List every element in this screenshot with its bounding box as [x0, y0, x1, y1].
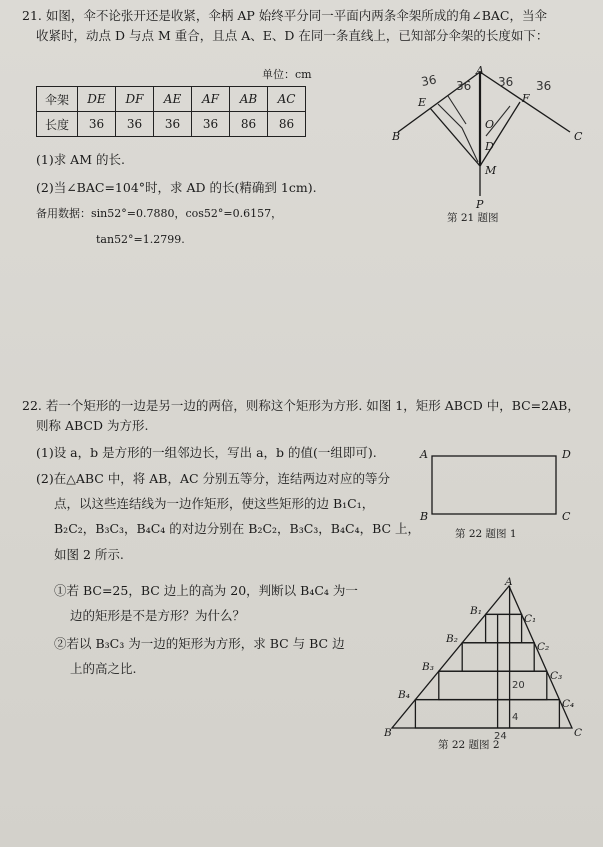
table-col-header: AB: [230, 87, 268, 112]
fig21-label-P: P: [476, 198, 484, 211]
table-col-header: AC: [268, 87, 306, 112]
q22-part1: (1)设 a，b 是方形的一组邻边长，写出 a，b 的值(一组即可).: [36, 445, 377, 460]
q22-part2-line: B₂C₂，B₃C₃，B₄C₄ 的对边分别在 B₂C₂，B₃C₃，B₄C₄，BC 上，: [54, 521, 421, 536]
fig21-label-B: B: [392, 130, 401, 143]
fig21-handwriting: 36: [498, 75, 514, 89]
fig22-2-label-C4: C₄: [562, 698, 575, 710]
q22-part2-line: (2)在△ABC 中，将 AB，AC 分别五等分，连结两边对应的等分: [36, 471, 391, 486]
q21-part1: (1)求 AM 的长.: [36, 152, 125, 167]
table-cell: 36: [192, 112, 230, 137]
table-row: [37, 87, 306, 112]
fig22-2-label-C: C: [574, 727, 583, 739]
table-col-header: AF: [192, 87, 230, 112]
fig21-handwriting: 36: [536, 79, 552, 93]
table-col-header: DE: [78, 87, 116, 112]
fig21-handwriting: 36: [420, 72, 438, 89]
table-cell: 86: [230, 112, 268, 137]
fig22-1-label-C: C: [562, 510, 571, 523]
q21-reference-data-2: tan52°=1.2799.: [96, 233, 185, 246]
fig21-label-C: C: [574, 130, 583, 143]
fig22-2-label-B1: B₁: [470, 605, 482, 617]
q22-part2-line: 点，以这些连结线为一边作矩形，使这些矩形的边 B₁C₁，: [54, 496, 375, 511]
fig22-1-label-A: A: [420, 448, 428, 461]
fig22-2-label-B3: B₃: [422, 661, 434, 673]
q22-figure2-caption: 第 22 题图 2: [438, 739, 500, 751]
table-cell: 36: [78, 112, 116, 137]
q22-sub2-line: ②若以 B₃C₃ 为一边的矩形为方形，求 BC 与 BC 边: [54, 636, 345, 651]
fig22-2-handwriting: 20: [512, 680, 525, 691]
q21-umbrella-figure: [390, 66, 590, 216]
q22-sub2-line: 上的高之比.: [70, 661, 137, 676]
fig21-label-O: O: [485, 118, 495, 131]
fig22-2-label-B2: B₂: [446, 633, 458, 645]
fig22-2-handwriting: 4: [512, 712, 519, 723]
q22-figure1: [420, 446, 580, 526]
fig21-label-E: E: [418, 96, 427, 109]
fig21-handwriting: 36: [456, 79, 472, 93]
table-col-header: AE: [154, 87, 192, 112]
table-col-header: DF: [116, 87, 154, 112]
q22-figure1-caption: 第 22 题图 1: [455, 528, 517, 540]
q22-sub1-line: 边的矩形是不是方形？为什么？: [70, 608, 246, 623]
fig22-2-label-A: A: [505, 576, 513, 588]
fig21-label-A: A: [476, 64, 484, 77]
table-row: [37, 112, 306, 137]
fig22-2-label-C1: C₁: [524, 613, 537, 625]
q21-figure-caption: 第 21 题图: [447, 212, 499, 224]
q22-line2: 则称 ABCD 为方形.: [36, 418, 149, 433]
fig22-1-label-B: B: [420, 510, 429, 523]
fig21-label-M: M: [485, 164, 497, 177]
fig21-label-F: F: [522, 92, 530, 105]
fig22-2-label-C3: C₃: [550, 670, 563, 682]
q22-figure2: [384, 576, 584, 740]
fig22-2-handwriting: 24: [494, 731, 507, 742]
table-row-label: 长度: [37, 112, 78, 137]
table-cell: 86: [268, 112, 306, 137]
fig21-label-D: D: [485, 140, 494, 153]
fig22-1-label-D: D: [562, 448, 571, 461]
q21-reference-data-1: 备用数据：sin52°=0.7880，cos52°=0.6157，: [36, 207, 283, 220]
q21-line2: 收紧时，动点 D 与点 M 重合，且点 A、E、D 在同一条直线上，已知部分伞架的长度如下：: [36, 28, 549, 43]
table-header-label: 伞架: [37, 87, 78, 112]
q21-length-table: [36, 86, 306, 137]
q22-sub1-line: ①若 BC=25，BC 边上的高为 20，判断以 B₄C₄ 为一: [54, 583, 358, 598]
fig22-2-label-B4: B₄: [398, 689, 410, 701]
fig22-2-label-C2: C₂: [537, 641, 550, 653]
q21-part2: (2)当∠BAC=104°时，求 AD 的长(精确到 1cm).: [36, 180, 317, 195]
table-cell: 36: [116, 112, 154, 137]
q21-unit: 单位：cm: [262, 68, 312, 81]
fig22-2-label-B: B: [384, 727, 392, 739]
q21-line1: 21. 如图，伞不论张开还是收紧，伞柄 AP 始终平分同一平面内两条伞架所成的角∠BAC，当伞: [22, 8, 547, 23]
q22-part2-line: 如图 2 所示.: [54, 547, 124, 562]
q22-line1: 22. 若一个矩形的一边是另一边的两倍，则称这个矩形为方形. 如图 1，矩形 ABCD 中，BC=2AB，: [22, 398, 580, 413]
table-cell: 36: [154, 112, 192, 137]
